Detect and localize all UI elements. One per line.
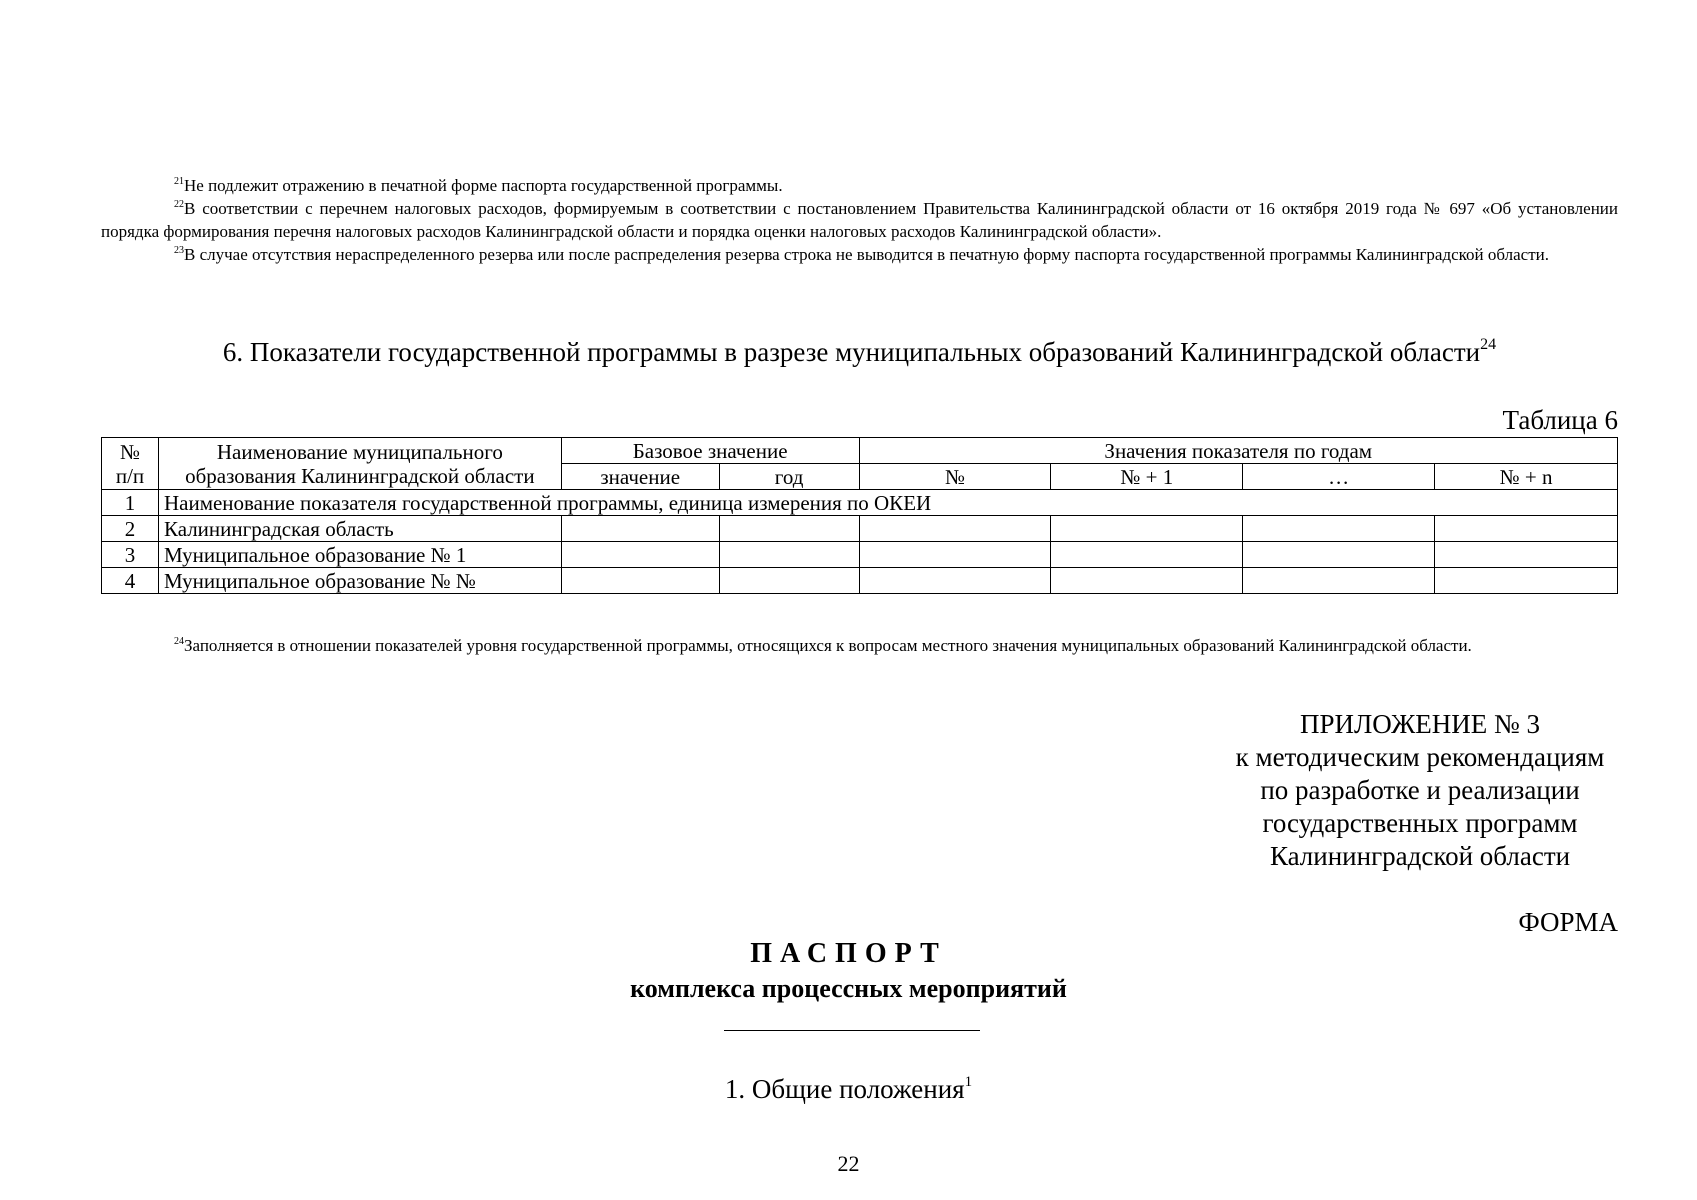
- table-row: [102, 568, 1618, 594]
- header-year-n-plus-1: № + 1: [1051, 464, 1243, 490]
- section-6-title: [101, 335, 1618, 369]
- footnote-marker: 22: [174, 199, 184, 210]
- passport-underline: [724, 1030, 980, 1031]
- form-label: ФОРМА: [1518, 907, 1618, 937]
- header-num-line2: п/п: [115, 463, 145, 488]
- general-section-title: [0, 1072, 1697, 1106]
- footnote-marker: 21: [174, 176, 184, 187]
- row-num: 3: [102, 542, 159, 568]
- footnote-21: [101, 174, 1618, 197]
- table-header-row-1: [102, 438, 1618, 464]
- empty-cell: [859, 542, 1051, 568]
- appendix-line-4: государственных программ: [1262, 808, 1578, 838]
- general-title-text: 1. Общие положения: [724, 1074, 965, 1104]
- footnote-marker: 24: [174, 636, 184, 647]
- passport-title: ПАСПОРТ: [750, 938, 947, 969]
- row-num: 4: [102, 568, 159, 594]
- row-num: 2: [102, 516, 159, 542]
- empty-cell: [1243, 516, 1435, 542]
- empty-cell: [719, 516, 859, 542]
- header-year-n-plus-n: № + n: [1435, 464, 1618, 490]
- header-name: [158, 438, 561, 490]
- empty-cell: [1435, 542, 1618, 568]
- empty-cell: [859, 516, 1051, 542]
- appendix-line-3: по разработке и реализации: [1260, 775, 1580, 805]
- empty-cell: [1243, 542, 1435, 568]
- empty-cell: [1243, 568, 1435, 594]
- empty-cell: [1435, 568, 1618, 594]
- footnote-text: Не подлежит отражению в печатной форме паспорта государственной программы.: [184, 176, 783, 195]
- header-name-line1: Наименование муниципального: [216, 439, 503, 464]
- empty-cell: [719, 568, 859, 594]
- footnote-ref: 24: [1480, 336, 1497, 353]
- row-name: Наименование показателя государственной программы, единица измерения по ОКЕИ: [158, 490, 1617, 516]
- appendix-line-1: ПРИЛОЖЕНИЕ № 3: [1299, 709, 1541, 739]
- empty-cell: [561, 516, 719, 542]
- header-base: Базовое значение: [561, 438, 859, 464]
- empty-cell: [1435, 516, 1618, 542]
- section-6-title-text: 6. Показатели государственной программы в разрезе муниципальных образований Калининградской области: [222, 337, 1481, 367]
- indicators-table: [101, 437, 1618, 594]
- page-number: 22: [837, 1151, 860, 1176]
- table-label: Таблица 6: [1502, 405, 1618, 435]
- footnote-text: В случае отсутствия нераспределенного резерва или после распределения резерва строка не выводится в печатную форму паспорта государственной программы Калининградской области.: [184, 245, 1549, 264]
- header-base-year: год: [719, 464, 859, 490]
- footnote-text: В соответствии с перечнем налоговых расходов, формируемым в соответствии с постановлением Правительства Калининградской области от 16 октября 2019 года № 697 «Об установлении порядка формирования перечня налоговых расходов Калининградской области и порядка оценки налоговых расходов Калининградской области».: [101, 199, 1618, 241]
- footnote-ref: 1: [964, 1074, 973, 1090]
- appendix-line-2: к методическим рекомендациям: [1235, 742, 1605, 772]
- footnote-24: [101, 634, 1618, 657]
- header-years: Значения показателя по годам: [859, 438, 1617, 464]
- passport-subtitle: комплекса процессных мероприятий: [630, 974, 1067, 1003]
- empty-cell: [1051, 542, 1243, 568]
- appendix-line-5: Калининградской области: [1269, 841, 1571, 871]
- empty-cell: [1051, 516, 1243, 542]
- header-base-value: значение: [561, 464, 719, 490]
- table-row: [102, 542, 1618, 568]
- empty-cell: [719, 542, 859, 568]
- empty-cell: [561, 568, 719, 594]
- empty-cell: [561, 542, 719, 568]
- header-name-line2: образования Калининградской области: [185, 463, 535, 488]
- row-name: Муниципальное образование № №: [158, 568, 561, 594]
- table-row: [102, 516, 1618, 542]
- empty-cell: [1051, 568, 1243, 594]
- footnote-marker: 23: [174, 245, 184, 256]
- appendix-header: [1190, 708, 1650, 873]
- footnote-23: [101, 243, 1618, 266]
- header-num: [102, 438, 159, 490]
- table-row: [102, 490, 1618, 516]
- footnote-22: [101, 197, 1618, 243]
- footnote-text: Заполняется в отношении показателей уровня государственной программы, относящихся к вопросам местного значения муниципальных образований Калининградской области.: [184, 636, 1472, 655]
- footnotes-top: [101, 174, 1618, 266]
- empty-cell: [859, 568, 1051, 594]
- row-name: Муниципальное образование № 1: [158, 542, 561, 568]
- footnote-24-block: [101, 634, 1618, 657]
- header-year-n: №: [859, 464, 1051, 490]
- row-num: 1: [102, 490, 159, 516]
- header-year-ellipsis: …: [1243, 464, 1435, 490]
- row-name: Калининградская область: [158, 516, 561, 542]
- header-num-line1: №: [119, 439, 140, 464]
